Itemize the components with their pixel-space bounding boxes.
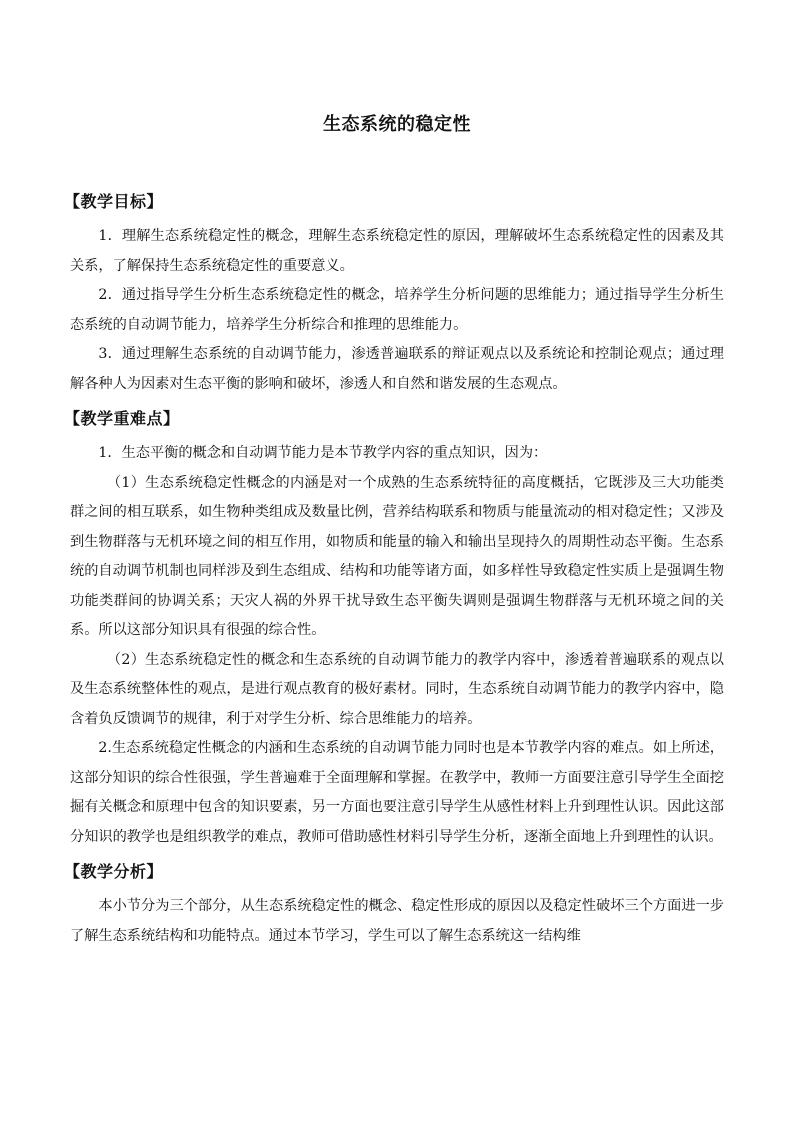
paragraph: 1．生态平衡的概念和自动调节能力是本节教学内容的重点知识，因为： bbox=[98, 445, 548, 461]
paragraph: 本小节分为三个部分，从生态系统稳定性的概念、稳定性形成的原因以及稳定性破坏三个方面进一步了解生态系统结构和功能特点。通过本节学习，学生可以了解生态系统这一结构维 bbox=[70, 898, 724, 944]
document-title: 生态系统的稳定性 bbox=[323, 114, 471, 135]
paragraph: （2）生态系统稳定性的概念和生态系统的自动调节能力的教学内容中，渗透着普遍联系的观点以及生态系统整体性的观点，是进行观点教育的极好素材。同时，生态系统自动调节能力的教学内容中，隐含着负反馈调节的规律，利于对学生分析、综合思维能力的培养。 bbox=[70, 651, 724, 727]
section-teaching-analysis bbox=[64, 860, 724, 951]
paragraph: 3．通过理解生态系统的自动调节能力，渗透普遍联系的辩证观点以及系统论和控制论观点；通过理解各种人为因素对生态平衡的影响和破坏，渗透人和自然和谐发展的生态观点。 bbox=[70, 346, 724, 392]
section-teaching-objectives bbox=[64, 190, 724, 399]
section-heading: 【教学目标】 bbox=[64, 192, 164, 211]
paragraph: （1）生态系统稳定性概念的内涵是对一个成熟的生态系统特征的高度概括，它既涉及三大功能类群之间的相互联系，如生物种类组成及数量比例，营养结构联系和物质与能量流动的相对稳定性；又涉及到生物群落与无机环境之间的相互作用，如物质和能量的输入和输出呈现持久的周期性动态平衡。生态系统的自动调节机制也同样涉及到生态组成、结构和功能等诸方面，如多样性导致稳定性实质上是强调生物功能类群间的协调关系；天灾人祸的外界干扰导致生态平衡失调则是强调生物群落与无机环境之间的关系。所以这部分知识具有很强的综合性。 bbox=[70, 474, 724, 638]
paragraph: 2.生态系统稳定性概念的内涵和生态系统的自动调节能力同时也是本节教学内容的难点。如上所述，这部分知识的综合性很强，学生普遍难于全面理解和掌握。在教学中，教师一方面要注意引导学生全面挖掘有关概念和原理中包含的知识要素，另一方面也要注意引导学生从感性材料上升到理性认识。因此这部分知识的教学也是组织教学的难点，教师可借助感性材料引导学生分析，逐渐全面地上升到理性的认识。 bbox=[70, 740, 724, 845]
section-key-difficult-points bbox=[64, 407, 724, 852]
section-heading: 【教学重难点】 bbox=[64, 409, 180, 428]
paragraph: 1．理解生态系统稳定性的概念，理解生态系统稳定性的原因，理解破坏生态系统稳定性的因素及其关系，了解保持生态系统稳定性的重要意义。 bbox=[70, 228, 724, 274]
section-heading: 【教学分析】 bbox=[64, 862, 164, 881]
paragraph: 2．通过指导学生分析生态系统稳定性的概念，培养学生分析问题的思维能力；通过指导学生分析生态系统的自动调节能力，培养学生分析综合和推理的思维能力。 bbox=[70, 287, 724, 333]
